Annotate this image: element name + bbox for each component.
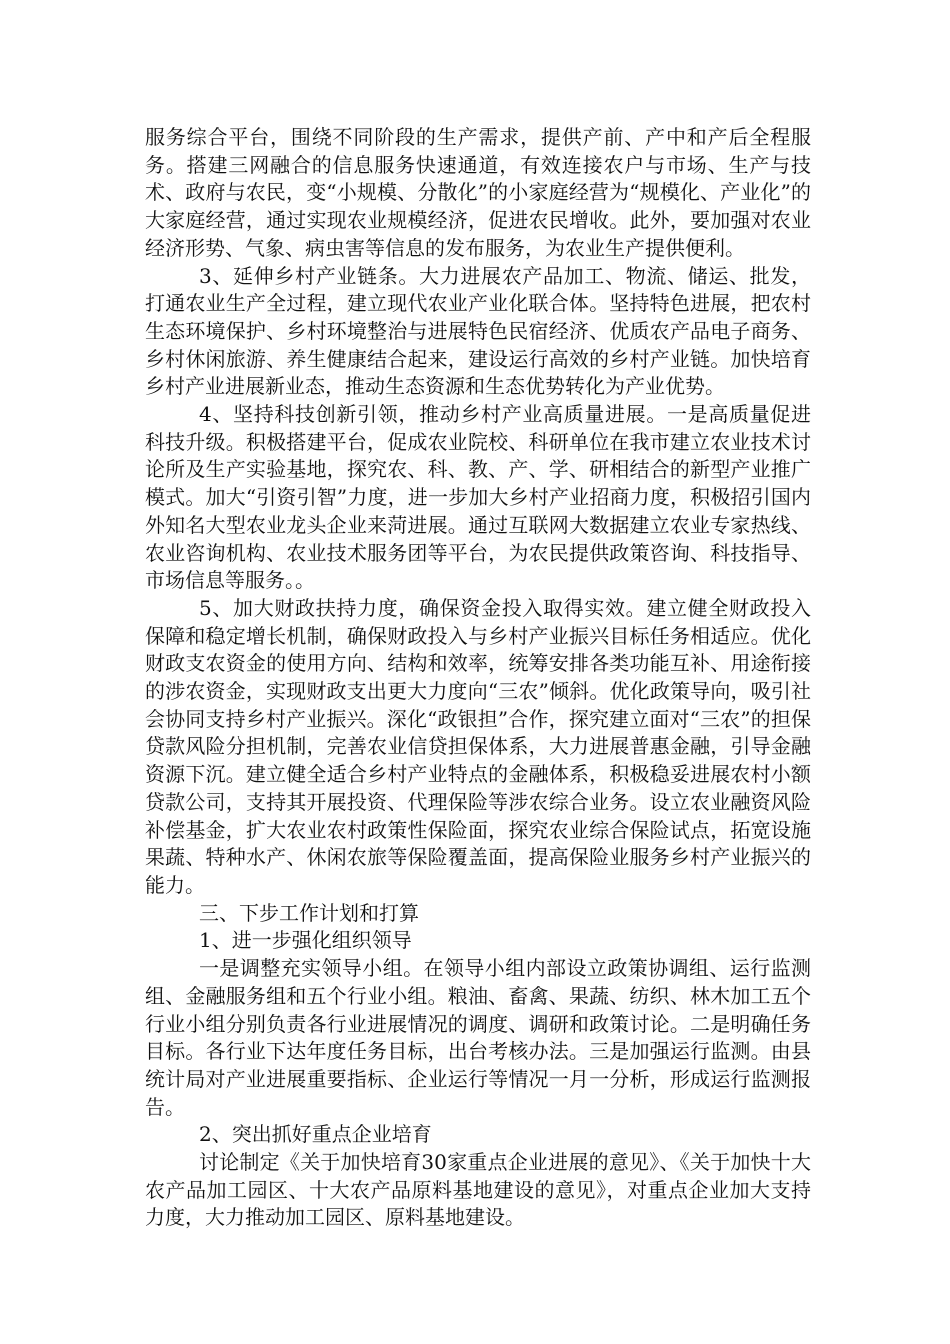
paragraph-continuation: 服务综合平台，围绕不同阶段的生产需求，提供产前、产中和产后全程服务。搭建三网融合的信息服务快速通道，有效连接农户与市场、生产与技术、政府与农民，变“小规模、分散化”的小家庭经营为“规模化、产业化”的大家庭经营，通过实现农业规模经济，促进农民增收。此外，要加强对农业经济形势、气象、病虫害等信息的发布服务，为农业生产提供便利。: [145, 125, 811, 260]
document-body: [145, 124, 811, 1232]
subheading-key-enterprises: 2、突出抓好重点企业培育: [199, 1122, 432, 1147]
subheading-organization: 1、进一步强化组织领导: [199, 928, 412, 953]
paragraph-extend-industry-chain: 3、延伸乡村产业链条。大力进展农产品加工、物流、储运、批发，打通农业生产全过程，建立现代农业产业化联合体。坚持特色进展，把农村生态环境保护、乡村环境整治与进展特色民宿经济、优质农产品电子商务、乡村休闲旅游、养生健康结合起来，建设运行高效的乡村产业链。加快培育乡村产业进展新业态，推动生态资源和生态优势转化为产业优势。: [145, 263, 811, 399]
paragraph-fiscal-support: 5、加大财政扶持力度，确保资金投入取得实效。建立健全财政投入保障和稳定增长机制，确保财政投入与乡村产业振兴目标任务相适应。优化财政支农资金的使用方向、结构和效率，统筹安排各类功能互补、用途衔接的涉农资金，实现财政支出更大力度向“三农”倾斜。优化政策导向，吸引社会协同支持乡村产业振兴。深化“政银担”合作，探究建立面对“三农”的担保贷款风险分担机制，完善农业信贷担保体系，大力进展普惠金融，引导金融资源下沉。建立健全适合乡村产业特点的金融体系，积极稳妥进展农村小额贷款公司，支持其开展投资、代理保险等涉农综合业务。设立农业融资风险补偿基金，扩大农业农村政策性保险面，探究农业综合保险试点，拓宽设施果蔬、特种水产、休闲农旅等保险覆盖面，提高保险业服务乡村产业振兴的能力。: [145, 595, 811, 897]
section-heading-next-plan: 三、下步工作计划和打算: [199, 900, 419, 925]
paragraph-tech-innovation: 4、坚持科技创新引领，推动乡村产业高质量进展。一是高质量促进科技升级。积极搭建平台，促成农业院校、科研单位在我市建立农业技术讨论所及生产实验基地，探究农、科、教、产、学、研相结合的新型产业推广模式。加大“引资引智”力度，进一步加大乡村产业招商力度，积极招引国内外知名大型农业龙头企业来菏进展。通过互联网大数据建立农业专家热线、农业咨询机构、农业技术服务团等平台，为农民提供政策咨询、科技指导、市场信息等服务。。: [145, 402, 811, 593]
paragraph-enterprise-opinions: 讨论制定《关于加快培育30家重点企业进展的意见》、《关于加快十大农产品加工园区、十大农产品原料基地建设的意见》，对重点企业加大支持力度，大力推动加工园区、原料基地建设。: [145, 1150, 811, 1230]
paragraph-leadership-group: 一是调整充实领导小组。在领导小组内部设立政策协调组、运行监测组、金融服务组和五个行业小组。粮油、畜禽、果蔬、纺织、林木加工五个行业小组分别负责各行业进展情况的调度、调研和政策讨论。二是明确任务目标。各行业下达年度任务目标，出台考核办法。三是加强运行监测。由县统计局对产业进展重要指标、企业运行等情况一月一分析，形成运行监测报告。: [145, 956, 811, 1119]
